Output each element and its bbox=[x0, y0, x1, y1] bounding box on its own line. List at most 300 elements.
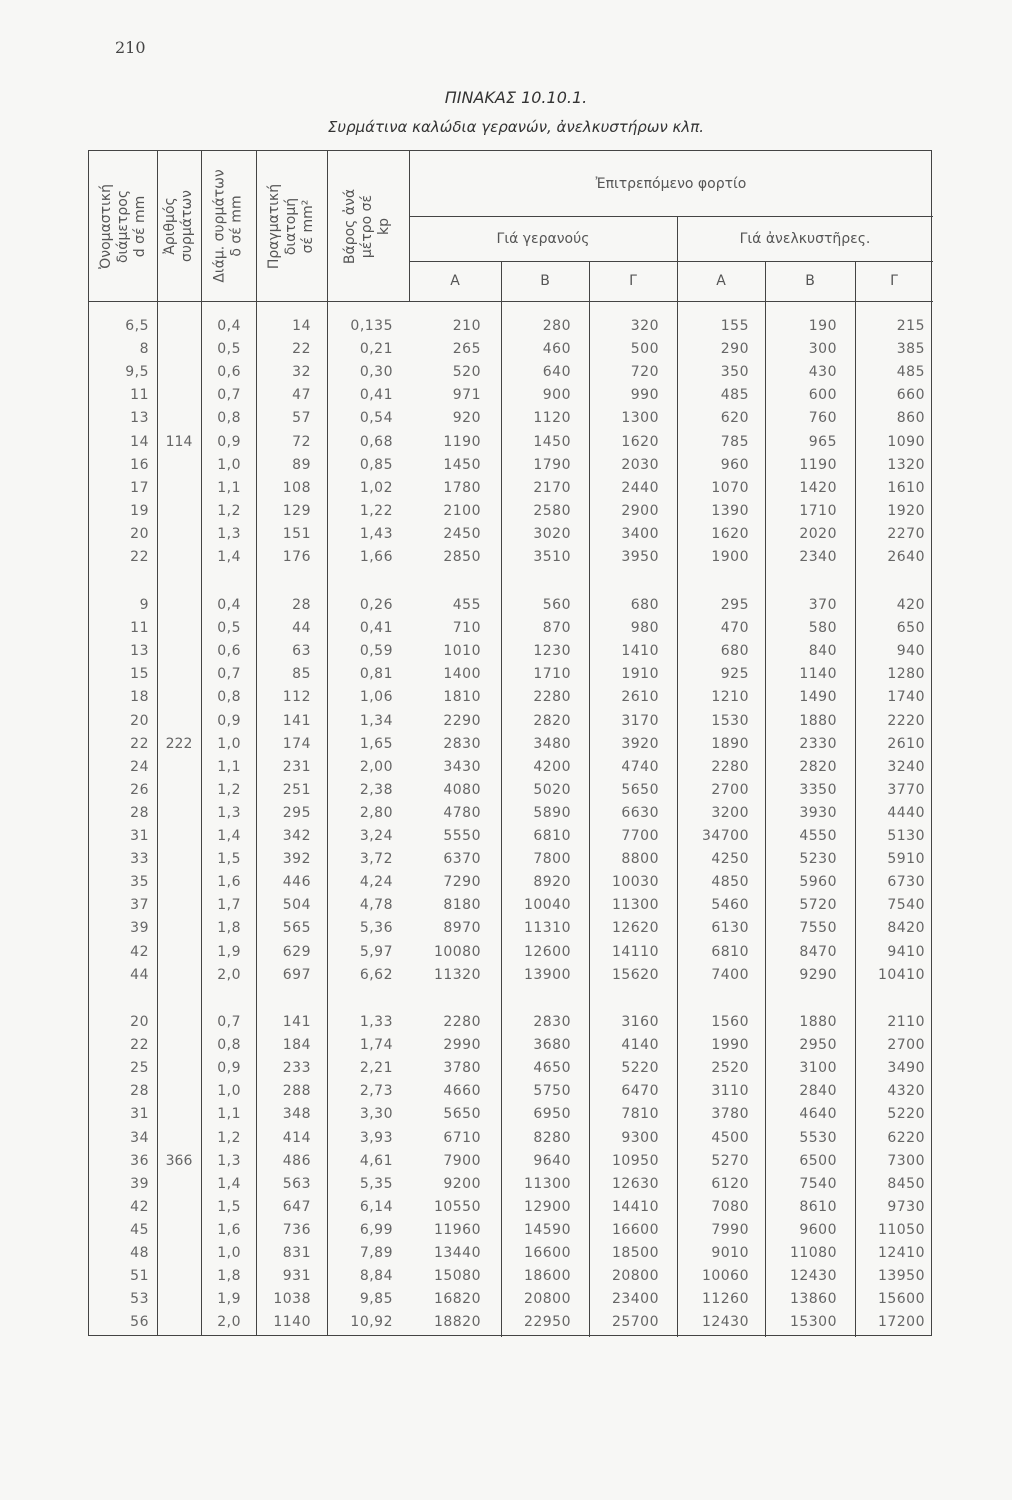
weight-cell: 4,78 bbox=[359, 897, 393, 914]
weight-cell: 5,35 bbox=[359, 1175, 393, 1192]
cross-section-cell: 348 bbox=[282, 1106, 311, 1123]
wire-diameter-cell: 1,7 bbox=[217, 897, 241, 914]
wire-diameter-cell: 1,2 bbox=[217, 781, 241, 798]
lift-load-a-cell: 960 bbox=[720, 456, 749, 473]
lift-load-b-cell: 1490 bbox=[799, 689, 837, 706]
lift-load-g-cell: 5130 bbox=[887, 828, 925, 844]
lift-load-g-cell: 12410 bbox=[877, 1245, 925, 1261]
cross-section-cell: 176 bbox=[282, 549, 311, 565]
crane-load-g-cell: 2900 bbox=[621, 502, 659, 519]
cross-section-cell: 1140 bbox=[273, 1314, 311, 1331]
table-row bbox=[89, 917, 933, 940]
header-wire-count: Ἀριθμός συρμάτων bbox=[162, 190, 195, 262]
crane-load-a-cell: 3430 bbox=[443, 758, 481, 775]
weight-cell: 8,84 bbox=[359, 1268, 393, 1285]
lift-load-g-cell: 650 bbox=[896, 620, 925, 637]
lift-load-g-cell: 6220 bbox=[887, 1129, 925, 1146]
lift-load-b-cell: 8470 bbox=[799, 943, 837, 960]
crane-load-g-cell: 12630 bbox=[611, 1175, 659, 1192]
header-class-b-crane: B bbox=[540, 273, 550, 289]
crane-load-a-cell: 4080 bbox=[443, 781, 481, 798]
crane-load-a-cell: 5650 bbox=[443, 1106, 481, 1123]
lift-load-b-cell: 300 bbox=[808, 341, 837, 358]
header-wire-diameter: Διάμ. συρμάτων δ σέ mm bbox=[211, 169, 245, 283]
wire-diameter-cell: 1,0 bbox=[217, 735, 241, 752]
lift-load-a-cell: 925 bbox=[720, 666, 749, 683]
crane-load-b-cell: 560 bbox=[542, 597, 571, 613]
lift-load-g-cell: 7540 bbox=[887, 897, 925, 914]
lift-load-a-cell: 3110 bbox=[711, 1083, 749, 1100]
cross-section-cell: 129 bbox=[282, 502, 311, 519]
lift-load-a-cell: 6120 bbox=[711, 1175, 749, 1192]
table-row bbox=[89, 546, 933, 569]
nominal-diameter-cell: 36 bbox=[130, 1152, 149, 1169]
crane-load-a-cell: 11320 bbox=[433, 966, 481, 983]
crane-load-a-cell: 710 bbox=[452, 620, 481, 637]
weight-cell: 0,30 bbox=[359, 364, 393, 381]
lift-load-g-cell: 2700 bbox=[887, 1037, 925, 1054]
nominal-diameter-cell: 31 bbox=[130, 828, 149, 844]
crane-load-a-cell: 7290 bbox=[443, 874, 481, 891]
nominal-diameter-cell: 20 bbox=[130, 1014, 149, 1030]
table-row bbox=[89, 894, 933, 917]
crane-load-b-cell: 6950 bbox=[533, 1106, 571, 1123]
weight-cell: 0,68 bbox=[359, 433, 393, 450]
wire-diameter-cell: 1,1 bbox=[217, 479, 241, 496]
lift-load-a-cell: 4850 bbox=[711, 874, 749, 891]
nominal-diameter-cell: 25 bbox=[130, 1060, 149, 1077]
lift-load-b-cell: 840 bbox=[808, 643, 837, 660]
lift-load-g-cell: 1610 bbox=[887, 479, 925, 496]
wire-diameter-cell: 1,0 bbox=[217, 456, 241, 473]
crane-load-b-cell: 1230 bbox=[533, 643, 571, 660]
lift-load-g-cell: 1920 bbox=[887, 502, 925, 519]
nominal-diameter-cell: 11 bbox=[130, 387, 149, 404]
weight-cell: 2,21 bbox=[359, 1060, 393, 1077]
lift-load-g-cell: 5910 bbox=[887, 851, 925, 868]
cross-section-cell: 486 bbox=[282, 1152, 311, 1169]
crane-load-g-cell: 18500 bbox=[611, 1245, 659, 1261]
weight-cell: 1,06 bbox=[359, 689, 393, 706]
lift-load-g-cell: 11050 bbox=[877, 1221, 925, 1238]
lift-load-b-cell: 1710 bbox=[799, 502, 837, 519]
nominal-diameter-cell: 15 bbox=[130, 666, 149, 683]
lift-load-g-cell: 385 bbox=[896, 341, 925, 358]
lift-load-a-cell: 9010 bbox=[711, 1245, 749, 1261]
lift-load-a-cell: 680 bbox=[720, 643, 749, 660]
cross-section-cell: 565 bbox=[282, 920, 311, 937]
crane-load-b-cell: 3510 bbox=[533, 549, 571, 565]
lift-load-g-cell: 7300 bbox=[887, 1152, 925, 1169]
cross-section-cell: 184 bbox=[282, 1037, 311, 1054]
crane-load-g-cell: 6630 bbox=[621, 804, 659, 821]
wire-diameter-cell: 0,7 bbox=[217, 387, 241, 404]
weight-cell: 2,73 bbox=[359, 1083, 393, 1100]
header-rule bbox=[89, 301, 933, 302]
table-row bbox=[89, 825, 933, 848]
weight-cell: 1,02 bbox=[359, 479, 393, 496]
lift-load-b-cell: 12430 bbox=[789, 1268, 837, 1285]
wire-diameter-cell: 1,5 bbox=[217, 851, 241, 868]
table-subtitle: Συρμάτινα καλώδια γερανών, ἀνελκυστήρων κλπ. bbox=[327, 118, 705, 136]
wire-diameter-cell: 1,5 bbox=[217, 1198, 241, 1215]
crane-load-b-cell: 7800 bbox=[533, 851, 571, 868]
table-row bbox=[89, 338, 933, 361]
crane-load-b-cell: 1790 bbox=[533, 456, 571, 473]
crane-load-b-cell: 11310 bbox=[523, 920, 571, 937]
lift-load-a-cell: 350 bbox=[720, 364, 749, 381]
wire-diameter-cell: 0,8 bbox=[217, 1037, 241, 1054]
page-number: 210 bbox=[115, 38, 146, 57]
crane-load-a-cell: 10080 bbox=[433, 943, 481, 960]
wire-diameter-cell: 2,0 bbox=[217, 1314, 241, 1331]
wire-diameter-cell: 0,9 bbox=[217, 1060, 241, 1077]
crane-load-b-cell: 9640 bbox=[533, 1152, 571, 1169]
nominal-diameter-cell: 26 bbox=[130, 781, 149, 798]
header-lifts: Γιά ἀνελκυστῆρες. bbox=[739, 230, 871, 247]
lift-load-a-cell: 34700 bbox=[701, 828, 749, 844]
lift-load-a-cell: 1890 bbox=[711, 735, 749, 752]
cross-section-cell: 931 bbox=[282, 1268, 311, 1285]
lift-load-a-cell: 7400 bbox=[711, 966, 749, 983]
lift-load-g-cell: 860 bbox=[896, 410, 925, 427]
crane-load-b-cell: 16600 bbox=[523, 1245, 571, 1261]
crane-load-a-cell: 11960 bbox=[433, 1221, 481, 1238]
crane-load-b-cell: 1450 bbox=[533, 433, 571, 450]
wire-diameter-cell: 1,3 bbox=[217, 1152, 241, 1169]
header-nominal-diameter: Ὀνομαστική διάμετρος d σέ mm bbox=[97, 183, 148, 269]
weight-cell: 0,54 bbox=[359, 410, 393, 427]
crane-load-b-cell: 8280 bbox=[533, 1129, 571, 1146]
table-row bbox=[89, 454, 933, 477]
weight-cell: 3,24 bbox=[359, 828, 393, 844]
lift-load-g-cell: 9410 bbox=[887, 943, 925, 960]
cross-section-cell: 697 bbox=[282, 966, 311, 983]
crane-load-g-cell: 4140 bbox=[621, 1037, 659, 1054]
crane-load-a-cell: 10550 bbox=[433, 1198, 481, 1215]
crane-load-a-cell: 15080 bbox=[433, 1268, 481, 1285]
crane-load-a-cell: 520 bbox=[452, 364, 481, 381]
crane-load-a-cell: 2830 bbox=[443, 735, 481, 752]
crane-load-b-cell: 3680 bbox=[533, 1037, 571, 1054]
weight-cell: 0,26 bbox=[359, 597, 393, 613]
wire-diameter-cell: 1,2 bbox=[217, 502, 241, 519]
crane-load-g-cell: 980 bbox=[630, 620, 659, 637]
wire-diameter-cell: 0,8 bbox=[217, 410, 241, 427]
crane-load-a-cell: 1780 bbox=[443, 479, 481, 496]
crane-load-a-cell: 8970 bbox=[443, 920, 481, 937]
lift-load-a-cell: 7990 bbox=[711, 1221, 749, 1238]
lift-load-b-cell: 1420 bbox=[799, 479, 837, 496]
cross-section-cell: 108 bbox=[282, 479, 311, 496]
weight-cell: 0,85 bbox=[359, 456, 393, 473]
lift-load-b-cell: 3350 bbox=[799, 781, 837, 798]
nominal-diameter-cell: 19 bbox=[130, 502, 149, 519]
lift-load-b-cell: 7540 bbox=[799, 1175, 837, 1192]
nominal-diameter-cell: 22 bbox=[130, 549, 149, 565]
table-row bbox=[89, 756, 933, 779]
lift-load-b-cell: 430 bbox=[808, 364, 837, 381]
wire-diameter-cell: 1,8 bbox=[217, 920, 241, 937]
lift-load-a-cell: 2520 bbox=[711, 1060, 749, 1077]
lift-load-b-cell: 8610 bbox=[799, 1198, 837, 1215]
crane-load-b-cell: 640 bbox=[542, 364, 571, 381]
header-class-g-lift: Γ bbox=[890, 273, 898, 289]
weight-cell: 1,22 bbox=[359, 502, 393, 519]
lift-load-b-cell: 760 bbox=[808, 410, 837, 427]
cross-section-cell: 736 bbox=[282, 1221, 311, 1238]
crane-load-b-cell: 1710 bbox=[533, 666, 571, 683]
nominal-diameter-cell: 28 bbox=[130, 804, 149, 821]
crane-load-a-cell: 7900 bbox=[443, 1152, 481, 1169]
weight-cell: 10,92 bbox=[350, 1314, 393, 1331]
weight-cell: 1,65 bbox=[359, 735, 393, 752]
lift-load-a-cell: 2280 bbox=[711, 758, 749, 775]
cross-section-cell: 831 bbox=[282, 1245, 311, 1261]
lift-load-b-cell: 5720 bbox=[799, 897, 837, 914]
crane-load-g-cell: 25700 bbox=[611, 1314, 659, 1331]
wire-diameter-cell: 0,4 bbox=[217, 597, 241, 613]
crane-load-g-cell: 15620 bbox=[611, 966, 659, 983]
lift-load-g-cell: 5220 bbox=[887, 1106, 925, 1123]
crane-load-g-cell: 320 bbox=[630, 318, 659, 334]
cross-section-cell: 563 bbox=[282, 1175, 311, 1192]
lift-load-g-cell: 4440 bbox=[887, 804, 925, 821]
table-row bbox=[89, 1311, 933, 1334]
cross-section-cell: 141 bbox=[282, 1014, 311, 1030]
table-row bbox=[89, 1057, 933, 1080]
crane-load-g-cell: 6470 bbox=[621, 1083, 659, 1100]
crane-load-a-cell: 210 bbox=[452, 318, 481, 334]
weight-cell: 1,34 bbox=[359, 712, 393, 729]
crane-load-b-cell: 5890 bbox=[533, 804, 571, 821]
crane-load-b-cell: 20800 bbox=[523, 1291, 571, 1308]
header-class-a-lift: A bbox=[716, 273, 726, 289]
lift-load-g-cell: 1740 bbox=[887, 689, 925, 706]
table-row bbox=[89, 1288, 933, 1311]
lift-load-b-cell: 11080 bbox=[789, 1245, 837, 1261]
lift-load-b-cell: 2950 bbox=[799, 1037, 837, 1054]
lift-load-a-cell: 6130 bbox=[711, 920, 749, 937]
nominal-diameter-cell: 22 bbox=[130, 1037, 149, 1054]
weight-cell: 6,99 bbox=[359, 1221, 393, 1238]
table-row bbox=[89, 384, 933, 407]
cross-section-cell: 647 bbox=[282, 1198, 311, 1215]
wire-count-cell: 222 bbox=[165, 735, 193, 752]
lift-load-a-cell: 1990 bbox=[711, 1037, 749, 1054]
cross-section-cell: 392 bbox=[282, 851, 311, 868]
lift-load-a-cell: 12430 bbox=[701, 1314, 749, 1331]
table-row bbox=[89, 802, 933, 825]
table-row bbox=[89, 431, 933, 454]
lift-load-g-cell: 2220 bbox=[887, 712, 925, 729]
crane-load-a-cell: 4780 bbox=[443, 804, 481, 821]
table-row bbox=[89, 594, 933, 617]
header-permissible-load: Ἐπιτρεπόμενο φορτίο bbox=[595, 175, 747, 192]
wire-diameter-cell: 0,9 bbox=[217, 433, 241, 450]
wire-diameter-cell: 1,2 bbox=[217, 1129, 241, 1146]
lift-load-b-cell: 600 bbox=[808, 387, 837, 404]
crane-load-g-cell: 2030 bbox=[621, 456, 659, 473]
crane-load-b-cell: 14590 bbox=[523, 1221, 571, 1238]
nominal-diameter-cell: 53 bbox=[130, 1291, 149, 1308]
header-weight: Βάρος ἀνά μέτρο σέ kp bbox=[342, 188, 393, 264]
crane-load-a-cell: 2450 bbox=[443, 525, 481, 542]
table-row bbox=[89, 315, 933, 338]
table-row bbox=[89, 1127, 933, 1150]
crane-load-g-cell: 1910 bbox=[621, 666, 659, 683]
cross-section-cell: 72 bbox=[292, 433, 311, 450]
wire-count-cell: 366 bbox=[165, 1152, 193, 1169]
crane-load-a-cell: 1400 bbox=[443, 666, 481, 683]
weight-cell: 1,66 bbox=[359, 549, 393, 565]
weight-cell: 1,74 bbox=[359, 1037, 393, 1054]
crane-load-a-cell: 6710 bbox=[443, 1129, 481, 1146]
crane-load-g-cell: 720 bbox=[630, 364, 659, 381]
weight-cell: 0,41 bbox=[359, 620, 393, 637]
crane-load-b-cell: 12600 bbox=[523, 943, 571, 960]
crane-load-g-cell: 14110 bbox=[611, 943, 659, 960]
crane-load-a-cell: 2990 bbox=[443, 1037, 481, 1054]
table-row bbox=[89, 1173, 933, 1196]
lift-load-b-cell: 3100 bbox=[799, 1060, 837, 1077]
wire-rope-table bbox=[88, 150, 932, 1336]
table-row bbox=[89, 964, 933, 987]
crane-load-g-cell: 10030 bbox=[611, 874, 659, 891]
crane-load-b-cell: 3020 bbox=[533, 525, 571, 542]
cross-section-cell: 57 bbox=[292, 410, 311, 427]
lift-load-g-cell: 9730 bbox=[887, 1198, 925, 1215]
table-row bbox=[89, 1011, 933, 1034]
weight-cell: 2,80 bbox=[359, 804, 393, 821]
lift-load-b-cell: 2820 bbox=[799, 758, 837, 775]
lift-load-a-cell: 1620 bbox=[711, 525, 749, 542]
lift-load-b-cell: 1140 bbox=[799, 666, 837, 683]
lift-load-g-cell: 4320 bbox=[887, 1083, 925, 1100]
crane-load-g-cell: 7810 bbox=[621, 1106, 659, 1123]
crane-load-g-cell: 1410 bbox=[621, 643, 659, 660]
lift-load-b-cell: 4550 bbox=[799, 828, 837, 844]
crane-load-b-cell: 2830 bbox=[533, 1014, 571, 1030]
nominal-diameter-cell: 45 bbox=[130, 1221, 149, 1238]
weight-cell: 0,21 bbox=[359, 341, 393, 358]
crane-load-g-cell: 14410 bbox=[611, 1198, 659, 1215]
lift-load-b-cell: 5960 bbox=[799, 874, 837, 891]
table-row bbox=[89, 710, 933, 733]
lift-load-a-cell: 2700 bbox=[711, 781, 749, 798]
crane-load-b-cell: 5020 bbox=[533, 781, 571, 798]
header-cranes: Γιά γερανούς bbox=[496, 230, 590, 247]
nominal-diameter-cell: 11 bbox=[130, 620, 149, 637]
crane-load-g-cell: 3160 bbox=[621, 1014, 659, 1030]
crane-load-b-cell: 11300 bbox=[523, 1175, 571, 1192]
nominal-diameter-cell: 39 bbox=[130, 1175, 149, 1192]
nominal-diameter-cell: 13 bbox=[130, 643, 149, 660]
cross-section-cell: 63 bbox=[292, 643, 311, 660]
nominal-diameter-cell: 35 bbox=[130, 874, 149, 891]
cross-section-cell: 504 bbox=[282, 897, 311, 914]
crane-load-b-cell: 8920 bbox=[533, 874, 571, 891]
crane-load-g-cell: 3400 bbox=[621, 525, 659, 542]
lift-load-b-cell: 370 bbox=[808, 597, 837, 613]
lift-load-g-cell: 420 bbox=[896, 597, 925, 613]
header-class-b-lift: B bbox=[805, 273, 815, 289]
crane-load-b-cell: 4650 bbox=[533, 1060, 571, 1077]
lift-load-b-cell: 580 bbox=[808, 620, 837, 637]
lift-load-a-cell: 1900 bbox=[711, 549, 749, 565]
wire-diameter-cell: 0,4 bbox=[217, 318, 241, 334]
lift-load-b-cell: 2340 bbox=[799, 549, 837, 565]
lift-load-a-cell: 5460 bbox=[711, 897, 749, 914]
cross-section-cell: 85 bbox=[292, 666, 311, 683]
lift-load-b-cell: 1190 bbox=[799, 456, 837, 473]
cross-section-cell: 251 bbox=[282, 781, 311, 798]
nominal-diameter-cell: 48 bbox=[130, 1245, 149, 1261]
lift-load-g-cell: 3770 bbox=[887, 781, 925, 798]
lift-load-g-cell: 2610 bbox=[887, 735, 925, 752]
wire-diameter-cell: 2,0 bbox=[217, 966, 241, 983]
cross-section-cell: 141 bbox=[282, 712, 311, 729]
lift-load-g-cell: 13950 bbox=[877, 1268, 925, 1285]
wire-diameter-cell: 0,5 bbox=[217, 341, 241, 358]
nominal-diameter-cell: 6,5 bbox=[125, 318, 149, 334]
lift-load-g-cell: 8450 bbox=[887, 1175, 925, 1192]
nominal-diameter-cell: 37 bbox=[130, 897, 149, 914]
wire-diameter-cell: 0,9 bbox=[217, 712, 241, 729]
table-row bbox=[89, 779, 933, 802]
nominal-diameter-cell: 31 bbox=[130, 1106, 149, 1123]
weight-cell: 0,81 bbox=[359, 666, 393, 683]
table-row bbox=[89, 871, 933, 894]
cross-section-cell: 342 bbox=[282, 828, 311, 844]
lift-load-g-cell: 485 bbox=[896, 364, 925, 381]
table-row bbox=[89, 617, 933, 640]
table-title: ΠΙΝΑΚΑΣ 10.10.1. bbox=[444, 88, 588, 107]
weight-cell: 7,89 bbox=[359, 1245, 393, 1261]
weight-cell: 2,38 bbox=[359, 781, 393, 798]
crane-load-b-cell: 900 bbox=[542, 387, 571, 404]
crane-load-a-cell: 4660 bbox=[443, 1083, 481, 1100]
lift-load-g-cell: 1090 bbox=[887, 433, 925, 450]
table-row bbox=[89, 733, 933, 756]
nominal-diameter-cell: 28 bbox=[130, 1083, 149, 1100]
table-row bbox=[89, 1034, 933, 1057]
wire-diameter-cell: 1,6 bbox=[217, 1221, 241, 1238]
lift-load-g-cell: 940 bbox=[896, 643, 925, 660]
lift-load-a-cell: 10060 bbox=[701, 1268, 749, 1285]
crane-load-a-cell: 18820 bbox=[433, 1314, 481, 1331]
crane-load-a-cell: 1010 bbox=[443, 643, 481, 660]
crane-load-b-cell: 1120 bbox=[533, 410, 571, 427]
header-class-a-crane: A bbox=[450, 273, 460, 289]
nominal-diameter-cell: 18 bbox=[130, 689, 149, 706]
lift-load-g-cell: 1320 bbox=[887, 456, 925, 473]
weight-cell: 2,00 bbox=[359, 758, 393, 775]
lift-load-g-cell: 660 bbox=[896, 387, 925, 404]
crane-load-g-cell: 9300 bbox=[621, 1129, 659, 1146]
wire-diameter-cell: 1,3 bbox=[217, 804, 241, 821]
table-row bbox=[89, 523, 933, 546]
crane-load-g-cell: 7700 bbox=[621, 828, 659, 844]
table-row bbox=[89, 1103, 933, 1126]
lift-load-b-cell: 2020 bbox=[799, 525, 837, 542]
crane-load-g-cell: 20800 bbox=[611, 1268, 659, 1285]
nominal-diameter-cell: 22 bbox=[130, 735, 149, 752]
crane-load-a-cell: 1190 bbox=[443, 433, 481, 450]
lift-load-a-cell: 1210 bbox=[711, 689, 749, 706]
lift-load-a-cell: 1390 bbox=[711, 502, 749, 519]
cross-section-cell: 414 bbox=[282, 1129, 311, 1146]
